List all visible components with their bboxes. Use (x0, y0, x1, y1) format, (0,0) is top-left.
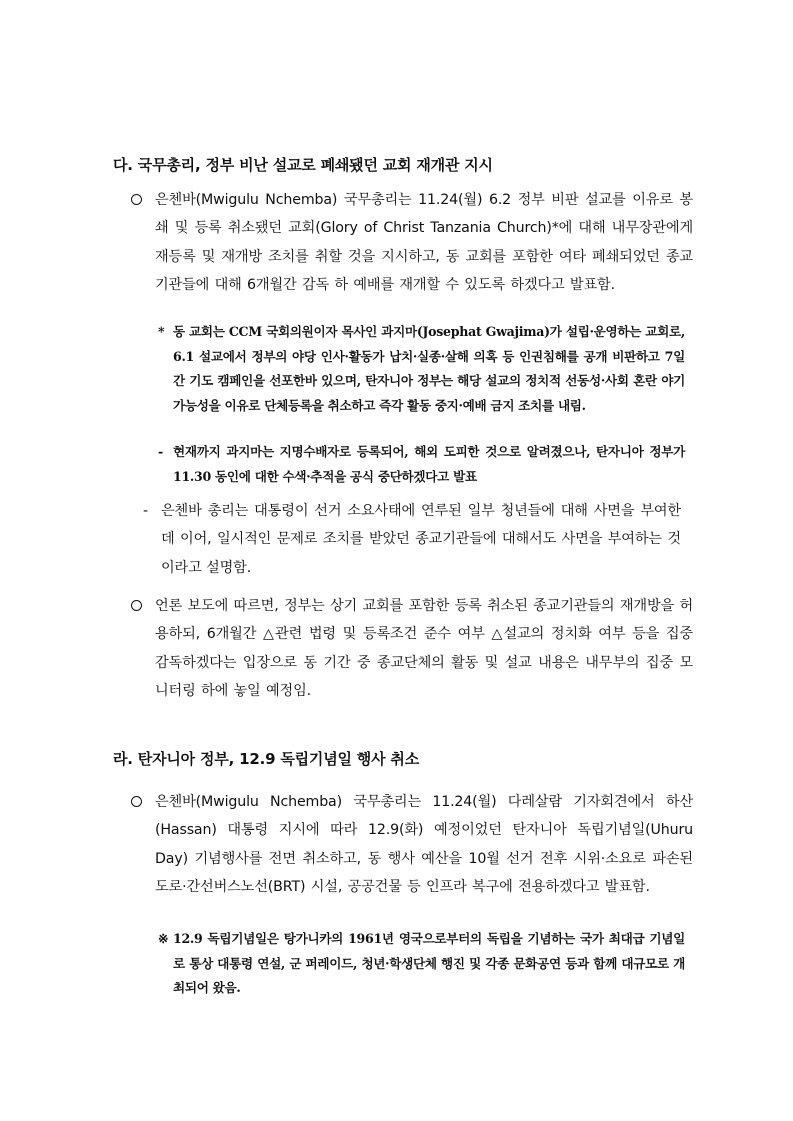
bullet-item-uhuru-day (113, 788, 693, 923)
asterisk-mark: * (158, 324, 165, 339)
paragraph-church-reopening: 은첸바(Mwigulu Nchemba) 국무총리는 11.24(월) 6.2 정부 비판 설교를 이유로 봉쇄 및 등록 취소됐던 교회(Glory of Christ Tanzania Church)*에 대해 내무장관에게 재등록 및 재개방 조치를 취할 것을 지시하고, 동 교회를 포함한 여타 폐쇄되었던 종교기관들에 대해 6개월간 감독 하 예배를 재개할 수 있도록 하겠다고 발표함. (155, 192, 693, 294)
bullet-item-nchemba-church (113, 186, 693, 316)
section-heading-ra: 라. 탄자니아 정부, 12.9 독립기념일 행사 취소 (113, 750, 419, 768)
footnote-church-background (158, 320, 686, 445)
footnote-text: 12.9 독립기념일은 탕가니카의 1961년 영국으로부터의 독립을 기념하는 국가 최대급 기념일로 통상 대통령 연설, 군 퍼레이드, 청년·학생단체 행진 및 각종 문화공연 등과 함께 대규모로 개최되어 왔음. (173, 931, 685, 995)
dash-mark: - (158, 444, 163, 459)
circle-bullet-icon (131, 788, 142, 816)
paragraph-uhuru-cancel: 은첸바(Mwigulu Nchemba) 국무총리는 11.24(월) 다레살람 기자회견에서 하산(Hassan) 대통령 지시에 따라 12.9(화) 예정이었던 탄자니아 독립기념일(Uhuru Day) 기념행사를 전면 취소하고, 동 행사 예산을 10월 선거 전후 시위·소요로 파손된 도로·간선버스노선(BRT) 시설, 공공건물 등 인프라 복구에 전용하겠다고 발표함. (155, 794, 693, 896)
paragraph-amnesty: 은첸바 총리는 대통령이 선거 소요사태에 연루된 일부 청년들에 대해 사면을 부여한 데 이어, 일시적인 문제로 조치를 받았던 종교기관들에 대해서도 사면을 부여하는 것이라고 설명함. (161, 503, 681, 576)
circle-bullet-icon (131, 592, 142, 620)
footnote-text: 현재까지 과지마는 지명수배자로 등록되어, 해외 도피한 것으로 알려졌으나, 탄자니아 정부가 11.30 동인에 대한 수색·추적을 공식 중단하겠다고 발표 (173, 444, 685, 484)
section-heading-da: 다. 국무총리, 정부 비난 설교로 폐쇄됐던 교회 재개관 지시 (113, 156, 493, 174)
footnote-text: 동 교회는 CCM 국회의원이자 목사인 과지마(Josephat Gwajima)가 설립·운영하는 교회로, 6.1 설교에서 정부의 야당 인사·활동가 납치·실종·살해 의혹 등 인권침해를 공개 비판하고 7일간 기도 캠페인을 선포한바 있으며, 탄자니아 정부는 해당 설교의 정치적 선동성·사회 혼란 야기 가능성을 이유로 단체등록을 취소하고 즉각 활동 중지·예배 금지 조치를 내림. (173, 324, 685, 413)
paragraph-media-report: 언론 보도에 따르면, 정부는 상기 교회를 포함한 등록 취소된 종교기관들의 재개방을 허용하되, 6개월간 △관련 법령 및 등록조건 준수 여부 △설교의 정치화 여부 등을 집중 감독하겠다는 입장으로 동 기간 중 종교단체의 활동 및 설교 내용은 내무부의 집중 모니터링 하에 놓일 예정임. (155, 598, 693, 700)
dash-mark: - (143, 503, 148, 519)
footnote-gwajima-status (158, 440, 686, 492)
reference-mark: ※ (158, 931, 169, 946)
dash-item-amnesty (143, 497, 681, 585)
bullet-item-media-report (113, 592, 693, 722)
circle-bullet-icon (131, 186, 142, 214)
footnote-independence-day (158, 927, 686, 1002)
